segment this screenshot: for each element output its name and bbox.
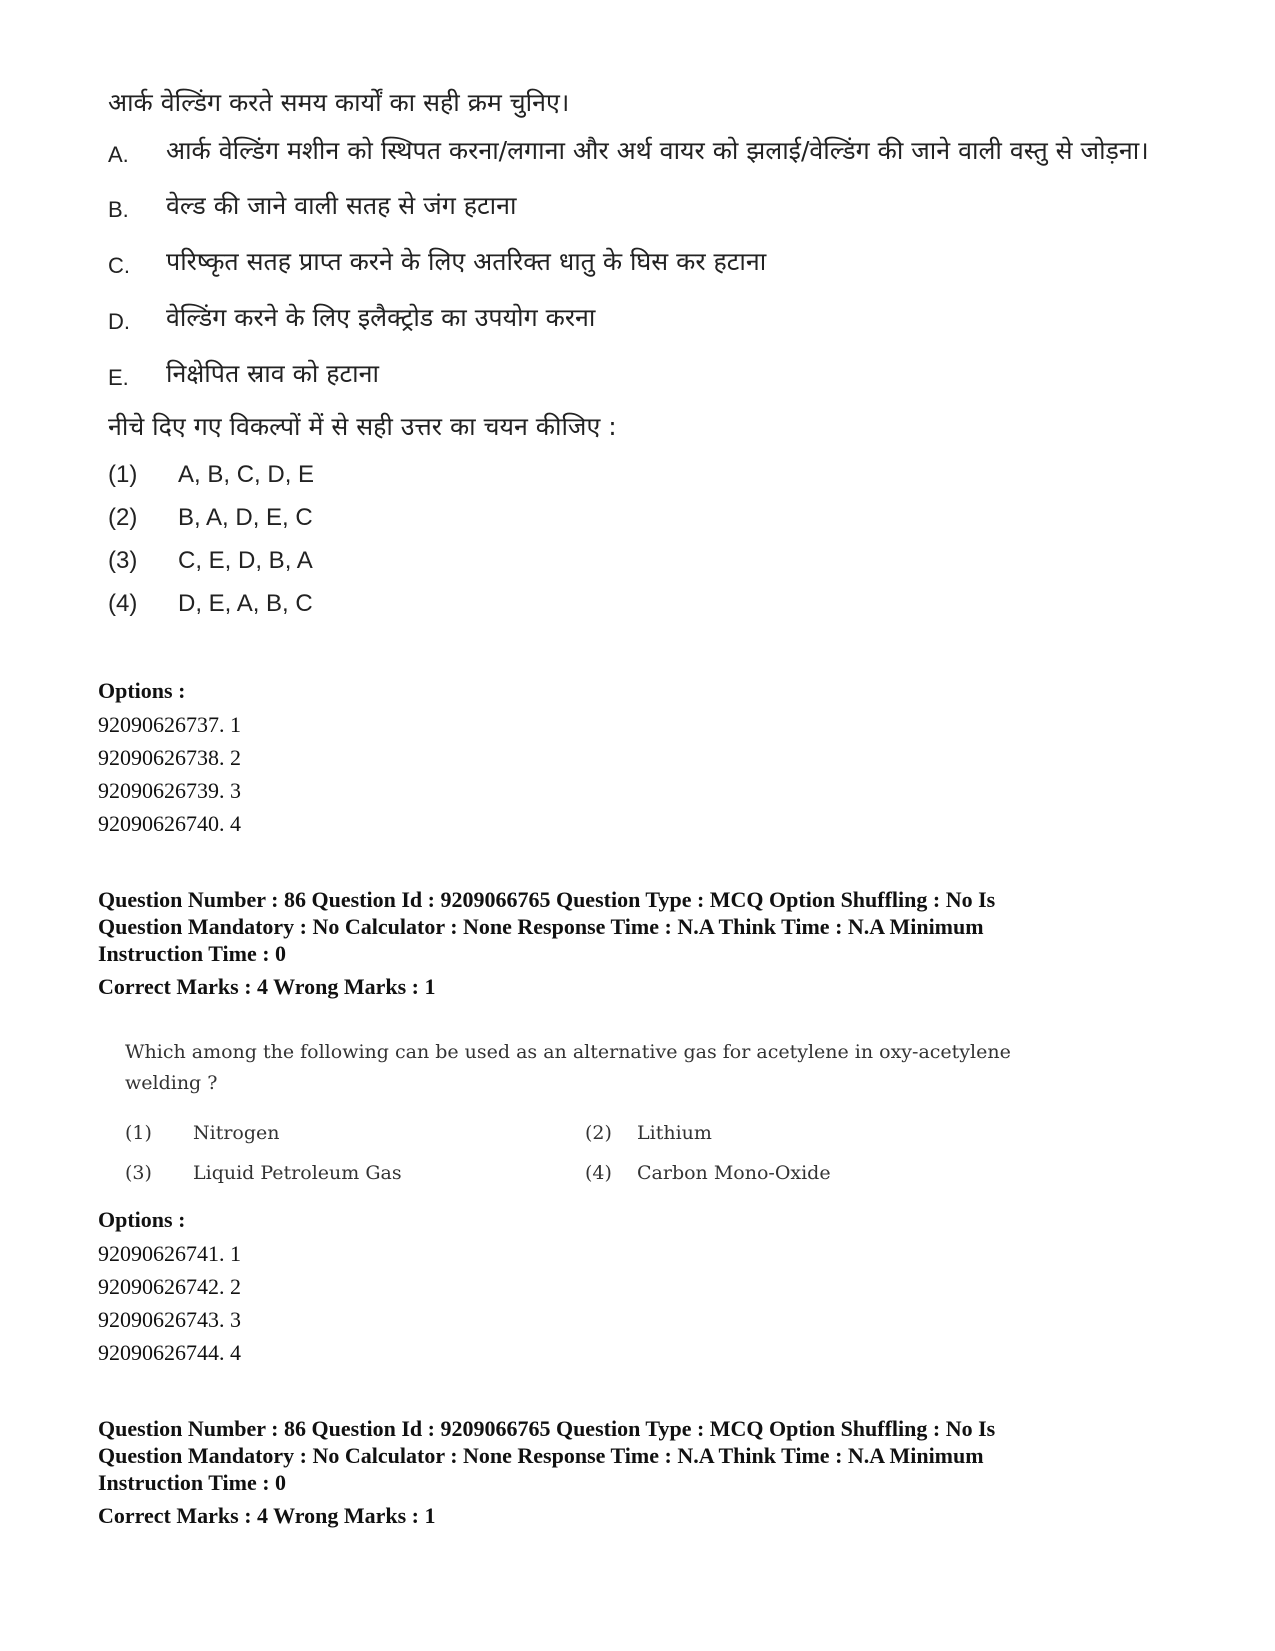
answer-choice-4 <box>108 589 1168 619</box>
option-line: 92090626743. 3 <box>98 1307 241 1332</box>
statement-d <box>108 301 1168 338</box>
choice-text: Liquid Petroleum Gas <box>193 1162 402 1184</box>
choice-text: B, A, D, E, C <box>178 504 313 531</box>
choice-grid <box>125 1119 1085 1187</box>
choice-1 <box>125 1119 585 1147</box>
choice-3 <box>125 1159 585 1187</box>
option-line: 92090626737. 1 <box>98 712 241 737</box>
statement-text: वेल्डिंग करने के लिए इलैक्ट्रोड का उपयोग करना <box>166 303 596 332</box>
option-line: 92090626739. 3 <box>98 778 241 803</box>
choice-text: A, B, C, D, E <box>178 461 315 488</box>
statement-label: D. <box>108 309 130 334</box>
meta-line: Question Number : 86 Question Id : 9209066765 Question Type : MCQ Option Shuffling : No Is <box>98 887 996 912</box>
options-list-2 <box>98 1205 241 1369</box>
stem-line: Which among the following can be used as an alternative gas for acetylene in oxy-acetylene <box>125 1041 1011 1063</box>
meta-line: Instruction Time : 0 <box>98 941 287 966</box>
choice-number: (3) <box>125 1162 152 1184</box>
choice-number: (4) <box>585 1162 612 1184</box>
statement-a <box>108 134 1168 171</box>
statement-c <box>108 245 1168 282</box>
hindi-question <box>108 86 1168 632</box>
answer-prompt: नीचे दिए गए विकल्पों में से सही उत्तर का चयन कीजिए : <box>108 412 617 441</box>
choice-number: (2) <box>108 504 138 531</box>
choice-text: Lithium <box>637 1122 712 1144</box>
meta-line: Question Number : 86 Question Id : 9209066765 Question Type : MCQ Option Shuffling : No Is <box>98 1416 996 1441</box>
question-stem: आर्क वेल्डिंग करते समय कार्यों का सही क्रम चुनिए। <box>108 88 570 117</box>
choice-number: (1) <box>108 461 138 488</box>
answer-choice-3 <box>108 546 1168 576</box>
question-meta-2 <box>98 1415 1208 1529</box>
choice-text: D, E, A, B, C <box>178 590 313 617</box>
stem-line: welding ? <box>125 1072 218 1094</box>
choice-number: (3) <box>108 547 138 574</box>
choice-number: (4) <box>108 590 138 617</box>
statement-label: A. <box>108 142 129 167</box>
english-question <box>125 1037 1085 1187</box>
statement-text: वेल्ड की जाने वाली सतह से जंग हटाना <box>166 191 517 220</box>
statement-label: B. <box>108 197 129 222</box>
meta-line: Instruction Time : 0 <box>98 1470 287 1495</box>
statement-e <box>108 357 1168 394</box>
marks-line: Correct Marks : 4 Wrong Marks : 1 <box>98 1503 436 1528</box>
choice-4 <box>585 1159 1045 1187</box>
answer-choice-1 <box>108 460 1168 490</box>
choice-text: C, E, D, B, A <box>178 547 313 574</box>
option-line: 92090626741. 1 <box>98 1241 241 1266</box>
option-line: 92090626742. 2 <box>98 1274 241 1299</box>
choice-text: Nitrogen <box>193 1122 280 1144</box>
options-list-1 <box>98 676 241 840</box>
choice-2 <box>585 1119 1045 1147</box>
choice-number: (2) <box>585 1122 612 1144</box>
question-meta-1 <box>98 886 1208 1000</box>
option-line: 92090626738. 2 <box>98 745 241 770</box>
options-header: Options : <box>98 1207 186 1232</box>
statement-label: E. <box>108 365 129 390</box>
statement-label: C. <box>108 253 130 278</box>
options-header: Options : <box>98 678 186 703</box>
option-line: 92090626740. 4 <box>98 811 241 836</box>
marks-line: Correct Marks : 4 Wrong Marks : 1 <box>98 974 436 999</box>
meta-line: Question Mandatory : No Calculator : None Response Time : N.A Think Time : N.A Minimum <box>98 1443 984 1468</box>
statement-text: निक्षेपित स्राव को हटाना <box>166 359 379 388</box>
choice-text: Carbon Mono-Oxide <box>637 1162 831 1184</box>
statement-text: परिष्कृत सतह प्राप्त करने के लिए अतरिक्त धातु के घिस कर हटाना <box>166 247 767 276</box>
question-stem <box>125 1037 1085 1099</box>
meta-line: Question Mandatory : No Calculator : None Response Time : N.A Think Time : N.A Minimum <box>98 914 984 939</box>
choice-number: (1) <box>125 1122 152 1144</box>
statement-b <box>108 189 1168 226</box>
statement-text: आर्क वेल्डिंग मशीन को स्थिपत करना/लगाना और अर्थ वायर को झलाई/वेल्डिंग की जाने वाली वस्तु से जोड़ना। <box>166 136 1149 165</box>
option-line: 92090626744. 4 <box>98 1340 241 1365</box>
answer-choice-2 <box>108 503 1168 533</box>
